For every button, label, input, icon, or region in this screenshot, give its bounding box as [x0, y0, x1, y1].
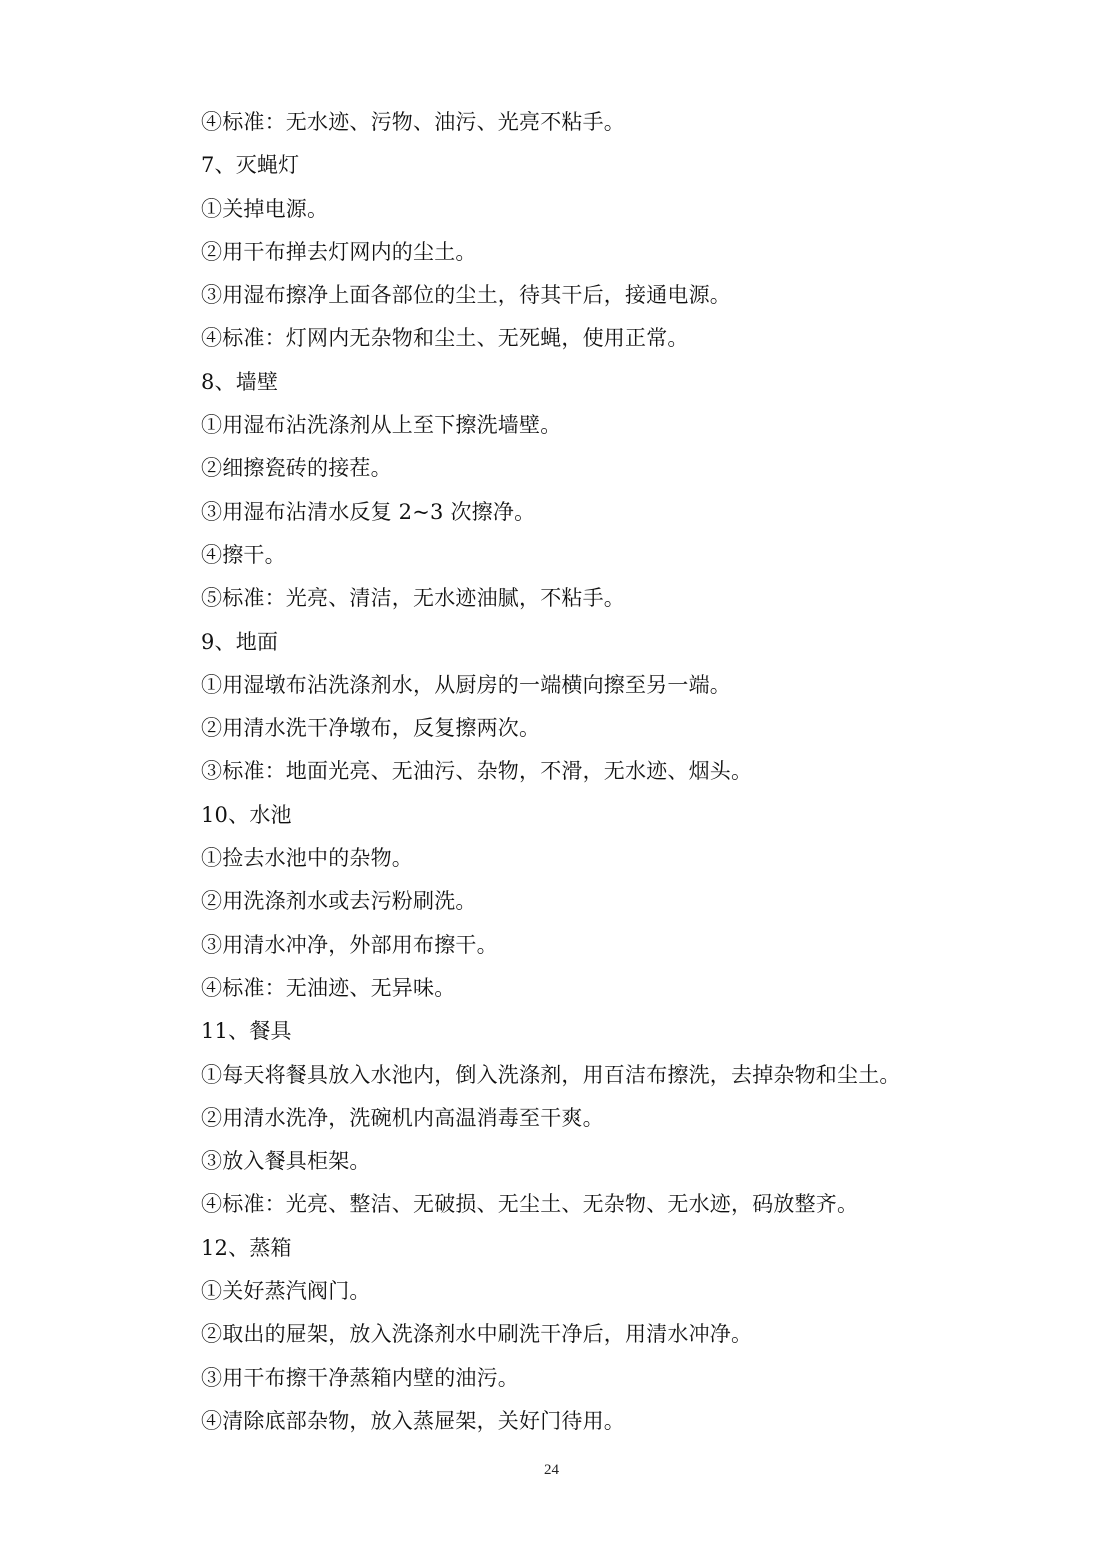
text-line: ①关掉电源。: [201, 196, 329, 221]
page-number: 24: [544, 1462, 559, 1478]
text-line: ④擦干。: [201, 542, 286, 567]
text-line: ②用清水洗干净墩布，反复擦两次。: [201, 716, 541, 741]
text-line: ④标准：光亮、整洁、无破损、无尘土、无杂物、无水迹，码放整齐。: [201, 1192, 859, 1217]
section-heading: 10、水池: [201, 802, 292, 827]
section-heading: 7、灭蝇灯: [201, 153, 300, 178]
text-line: ①每天将餐具放入水池内，倒入洗涤剂，用百洁布擦洗，去掉杂物和尘土。: [201, 1062, 901, 1087]
text-line: ③用湿布沾清水反复 2~3 次擦净。: [201, 499, 536, 524]
text-line: ①捡去水池中的杂物。: [201, 846, 413, 871]
page-body: [201, 101, 961, 1443]
text-line: ③用干布擦干净蒸箱内壁的油污。: [201, 1365, 519, 1390]
text-line: ①关好蒸汽阀门。: [201, 1279, 371, 1304]
text-line: ③用湿布擦净上面各部位的尘土，待其干后，接通电源。: [201, 283, 731, 308]
text-line: ②用干布掸去灯网内的尘土。: [201, 239, 477, 264]
text-line: ②用清水洗净，洗碗机内高温消毒至干爽。: [201, 1105, 604, 1130]
section-heading: 11、餐具: [201, 1019, 292, 1044]
text-line: ⑤标准：光亮、清洁，无水迹油腻，不粘手。: [201, 586, 625, 611]
text-line: ②取出的屉架，放入洗涤剂水中刷洗干净后，用清水冲净。: [201, 1322, 753, 1347]
text-line: ③标准：地面光亮、无油污、杂物，不滑，无水迹、烟头。: [201, 759, 753, 784]
section-heading: 9、地面: [201, 629, 279, 654]
text-line: ③放入餐具柜架。: [201, 1149, 371, 1174]
text-line: ③用清水冲净，外部用布擦干。: [201, 932, 498, 957]
section-heading: 12、蒸箱: [201, 1235, 292, 1260]
text-line: ②用洗涤剂水或去污粉刷洗。: [201, 889, 477, 914]
text-line: ②细擦瓷砖的接茬。: [201, 456, 392, 481]
text-line: ④标准：无水迹、污物、油污、光亮不粘手。: [201, 110, 625, 134]
text-line: ④标准：无油迹、无异味。: [201, 975, 456, 1000]
text-line: ④标准：灯网内无杂物和尘土、无死蝇，使用正常。: [201, 326, 689, 351]
text-line: ①用湿墩布沾洗涤剂水，从厨房的一端横向擦至另一端。: [201, 672, 731, 697]
text-line: ④清除底部杂物，放入蒸屉架，关好门待用。: [201, 1408, 625, 1433]
text-line: ①用湿布沾洗涤剂从上至下擦洗墙壁。: [201, 413, 562, 438]
section-heading: 8、墙壁: [201, 369, 279, 394]
